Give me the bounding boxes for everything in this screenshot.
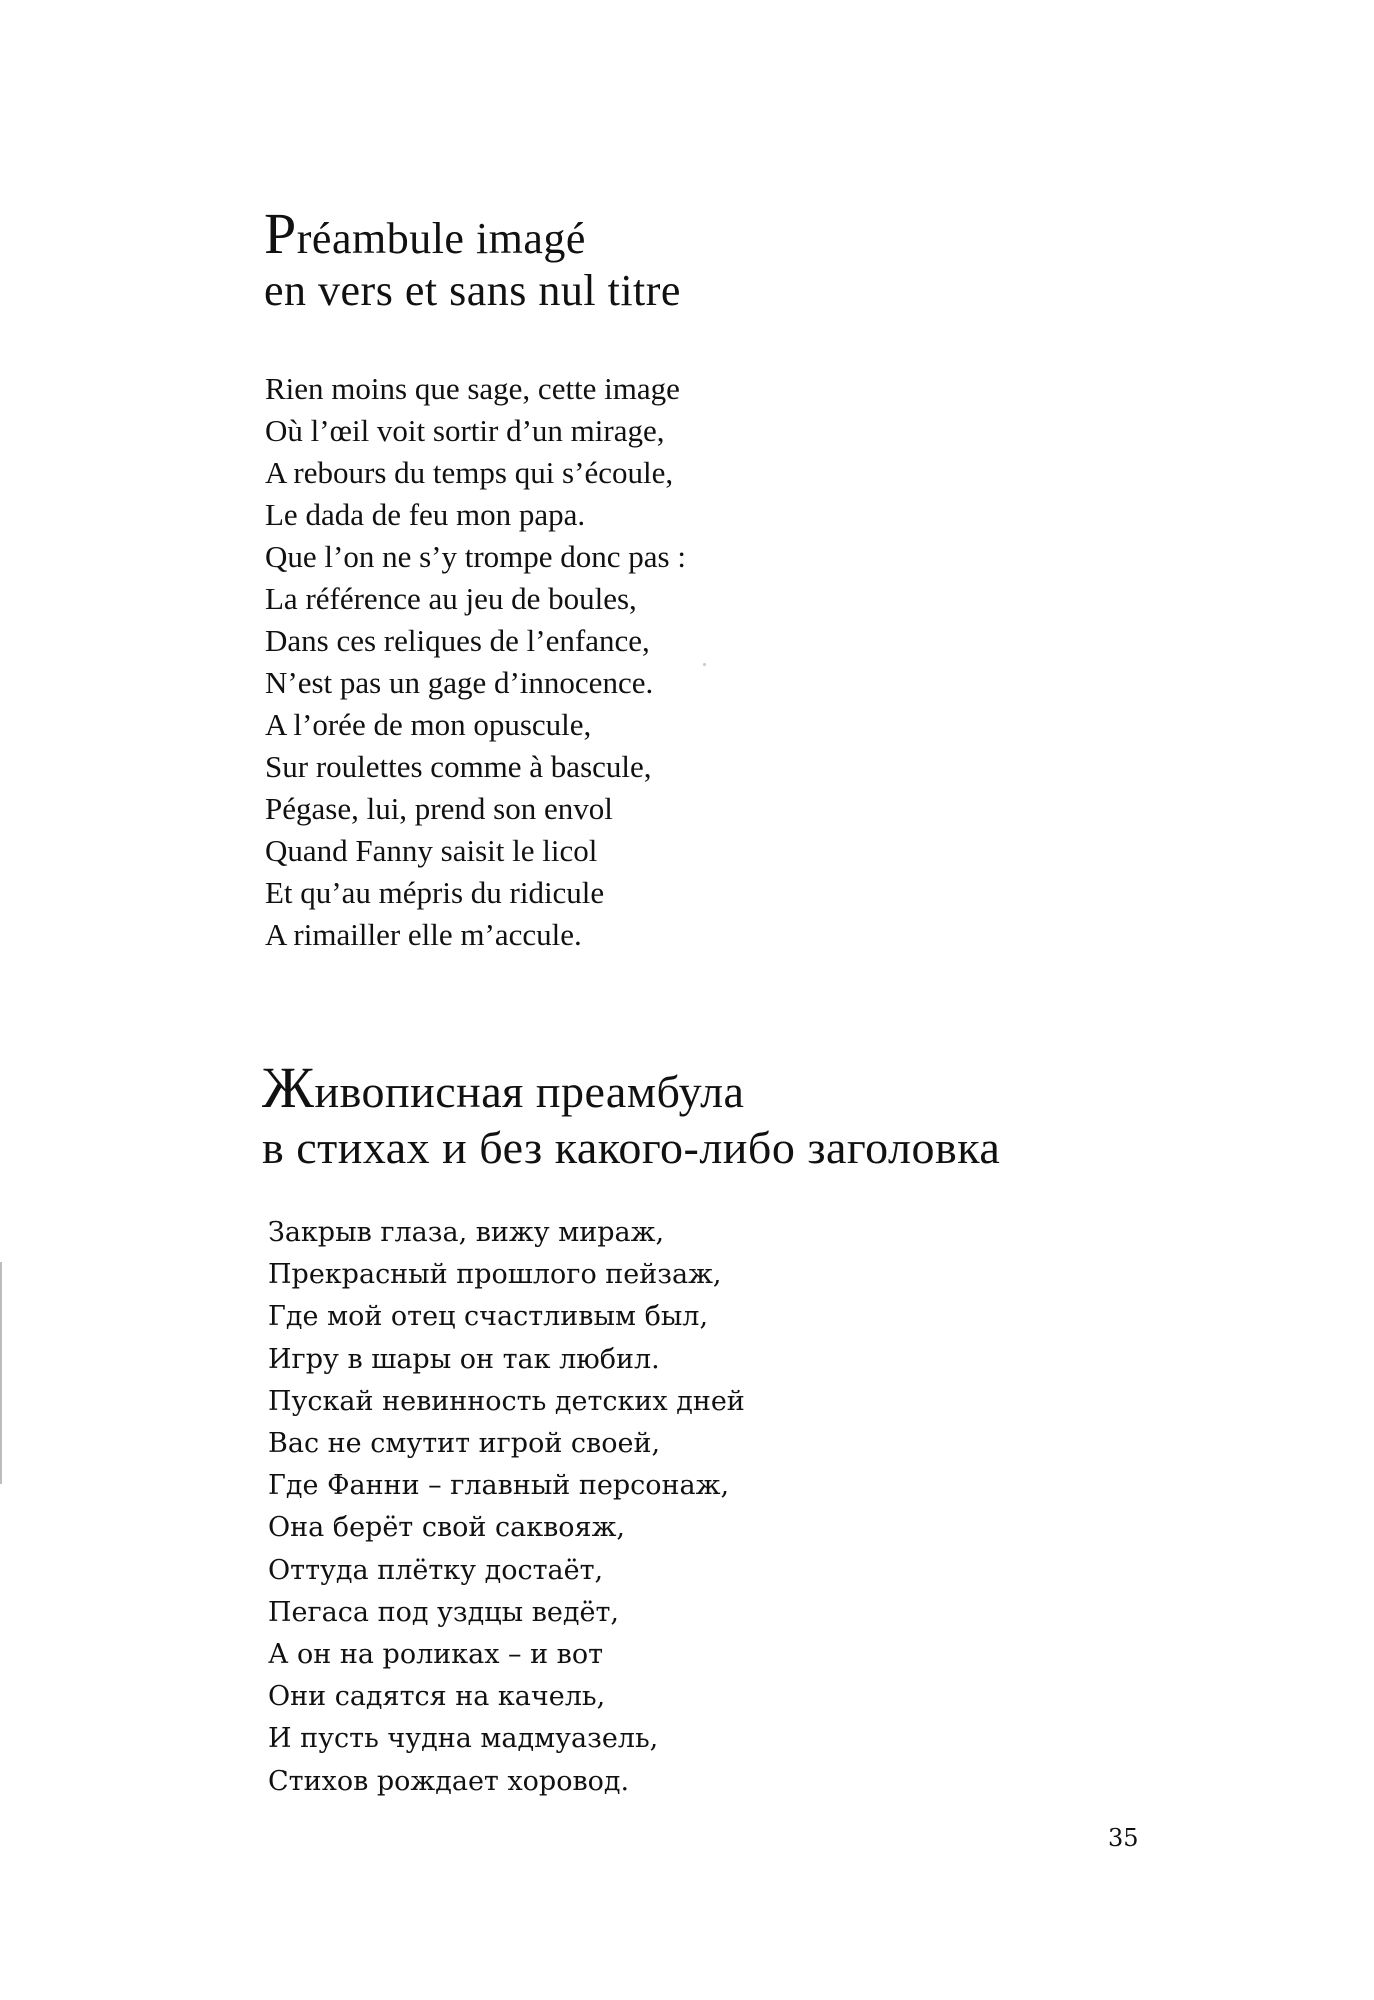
french-poem bbox=[265, 368, 686, 956]
page-number: 35 bbox=[1108, 1824, 1139, 1852]
french-poem-line: Dans ces reliques de l’enfance, bbox=[265, 623, 650, 658]
russian-title-line-1-rest: ивописная преамбула bbox=[314, 1066, 745, 1117]
russian-title-line-1 bbox=[262, 1055, 1000, 1120]
french-poem-line: A l’orée de mon opuscule, bbox=[265, 707, 592, 742]
russian-poem-line: Она берёт свой саквояж, bbox=[268, 1512, 625, 1544]
french-poem-line: Quand Fanny saisit le licol bbox=[265, 833, 598, 868]
french-poem-line: A rebours du temps qui s’écoule, bbox=[265, 455, 674, 490]
french-title-line-1 bbox=[264, 201, 681, 266]
russian-poem-line: Они садятся на качель, bbox=[268, 1681, 606, 1713]
russian-poem-line: Закрыв глаза, вижу мираж, bbox=[268, 1217, 665, 1248]
french-poem-line: A rimailler elle m’accule. bbox=[265, 917, 582, 952]
french-title-line-1-rest: réambule imagé bbox=[296, 214, 586, 263]
russian-poem-line: Стихов рождает хоровод. bbox=[268, 1765, 630, 1797]
russian-poem bbox=[268, 1212, 745, 1803]
russian-title-drop-letter: Ж bbox=[262, 1055, 315, 1120]
french-title-drop-letter: P bbox=[264, 201, 297, 266]
russian-poem-line: Где Фанни – главный персонаж, bbox=[268, 1470, 730, 1502]
french-title-line-2: en vers et sans nul titre bbox=[264, 266, 681, 315]
french-poem-line: Le dada de feu mon papa. bbox=[265, 497, 586, 532]
russian-poem-line: Прекрасный прошлого пейзаж, bbox=[268, 1259, 722, 1291]
french-poem-line: Où l’œil voit sortir d’un mirage, bbox=[265, 413, 665, 448]
french-poem-line: Rien moins que sage, cette image bbox=[265, 371, 680, 406]
french-poem-line: La référence au jeu de boules, bbox=[265, 581, 637, 616]
french-poem-title bbox=[264, 201, 681, 317]
russian-poem-line: И пусть чудна мадмуазель, bbox=[268, 1723, 659, 1755]
scan-speck bbox=[703, 663, 706, 666]
russian-poem-line: Оттуда плётку достаёт, bbox=[268, 1554, 604, 1586]
russian-poem-line: Где мой отец счастливым был, bbox=[268, 1301, 709, 1333]
french-poem-line: N’est pas un gage d’innocence. bbox=[265, 665, 654, 700]
french-poem-line: Que l’on ne s’y trompe donc pas : bbox=[265, 539, 686, 574]
russian-poem-line: Пегаса под уздцы ведёт, bbox=[268, 1596, 619, 1628]
russian-poem-title bbox=[262, 1055, 1001, 1176]
french-poem-line: Sur roulettes comme à bascule, bbox=[265, 749, 652, 784]
french-poem-line: Et qu’au mépris du ridicule bbox=[265, 875, 605, 910]
scan-edge-mark bbox=[0, 1262, 2, 1484]
russian-poem-line: Игру в шары он так любил. bbox=[268, 1343, 660, 1375]
russian-poem-line: А он на роликах – и вот bbox=[268, 1639, 604, 1671]
russian-title-line-2: в стихах и без какого-либо заголовка bbox=[262, 1122, 1001, 1173]
russian-poem-line: Вас не смутит игрой своей, bbox=[268, 1428, 661, 1460]
russian-poem-line: Пускай невинность детских дней bbox=[268, 1385, 745, 1417]
french-poem-line: Pégase, lui, prend son envol bbox=[265, 791, 613, 826]
